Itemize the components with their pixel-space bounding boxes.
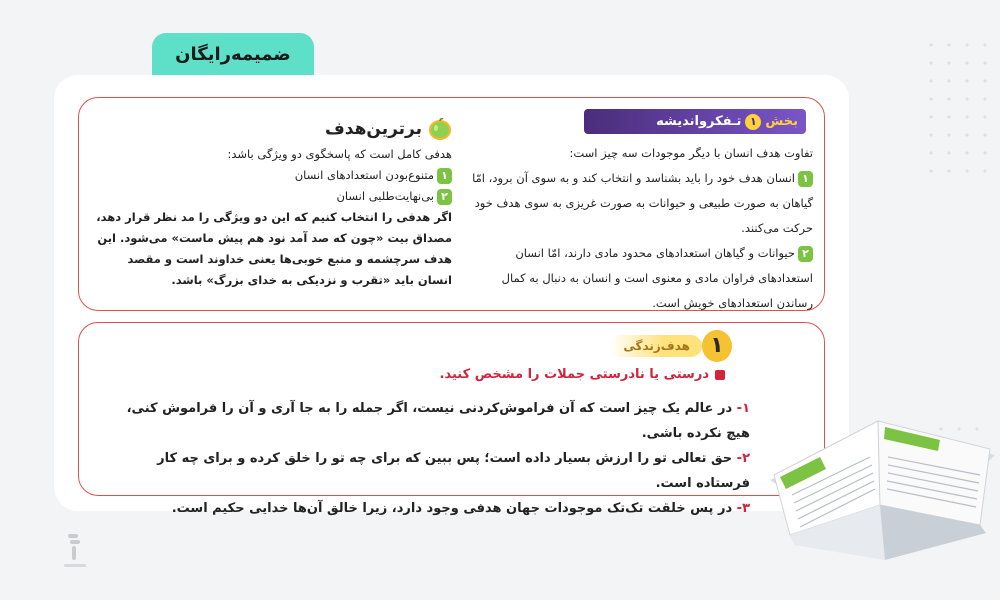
differences-intro: تفاوت هدف انسان با دیگر موجودات سه چیز است: [569,146,813,160]
feature-2-text: بی‌نهایت‌طلبی انسان [336,189,434,203]
question-number: ۱- [736,401,750,416]
free-supplement-tag: ضمیمه‌رایگان [152,33,314,75]
questions-heading-text: درستی یا نادرستی جملات را مشخص کنید. [439,367,709,382]
question-number: ۳- [736,501,750,516]
difference-2-text: حیوانات و گیاهان استعدادهای محدود مادی دارند، امّا انسان استعدادهای فراوان مادی و معنوی است و انسان به دنبال به کمال رساندن استعدادهای خویش است. [501,246,813,310]
question-text: حق تعالی تو را ارزش بسیار داده است؛ پس ببین که برای چه تو را خلق کرده و برای چه کار فرستاده است. [157,451,750,491]
dot-pattern-top [922,36,992,186]
section-header [584,109,806,134]
open-book-illustration [760,385,1000,575]
difference-1-text: انسان هدف خود را باید بشناسد و انتخاب کند و به سوی آن برود، امّا گیاهان به صورت طبیعی و حیوانات به صورت غریزی به سوی هدف خود حرکت می‌کنند. [472,171,813,235]
question-item [100,396,750,446]
question-text: در پس خلقت تک‌تک موجودات جهان هدفی وجود دارد، زیرا خالق آن‌ها خدایی حکیم است. [171,501,733,516]
number-badge: ۲ [798,246,813,262]
feature-2 [92,186,452,207]
life-goal-label: هدف‌زندگی [609,335,702,357]
life-goal-banner [620,330,732,364]
section-number: ۱ [745,114,761,130]
question-text: در عالم یک چیز است که آن فراموش‌کردنی نیست، اگر جمله را به جا آری و آن را فراموش کنی، هیچ نکرده باشی. [126,401,750,441]
question-item [100,496,750,521]
differences-text [463,141,813,316]
square-bullet-icon [715,370,725,380]
number-badge: ۱ [798,171,813,187]
number-badge: ۱ [437,168,452,184]
best-goal-text [92,118,452,291]
best-goal-paragraph: اگر هدفی را انتخاب کنیم که این دو ویژگی را مد نظر قرار دهد، مصداق بیت «چون که صد آمد نود هم پیش ماست» می‌شود. این هدف سرچشمه و منبع خوبی‌ها یعنی خداوند است و مقصد انسان باید «تقرب و نزدیکی به خدای بزرگ» باشد. [96,210,452,287]
difference-2 [463,241,813,316]
number-badge: ۲ [437,189,452,205]
question-item [100,446,750,496]
feature-1-text: متنوع‌بودن استعدادهای انسان [294,168,434,182]
questions-heading [440,367,725,382]
apple-icon [428,118,452,140]
best-goal-title [92,118,452,140]
question-number: ۲- [736,451,750,466]
difference-1 [463,166,813,241]
section-word: بخش [765,114,798,129]
best-goal-title-text: برترین‌هدف [325,118,422,139]
life-goal-number: ۱ [702,330,732,362]
feature-1 [92,165,452,186]
publisher-logo [58,530,92,570]
section-title: تـفکرواندیشه [656,114,742,129]
best-goal-intro: هدفی کامل است که پاسخگوی دو ویژگی باشد: [227,147,452,161]
questions-list [100,396,750,521]
